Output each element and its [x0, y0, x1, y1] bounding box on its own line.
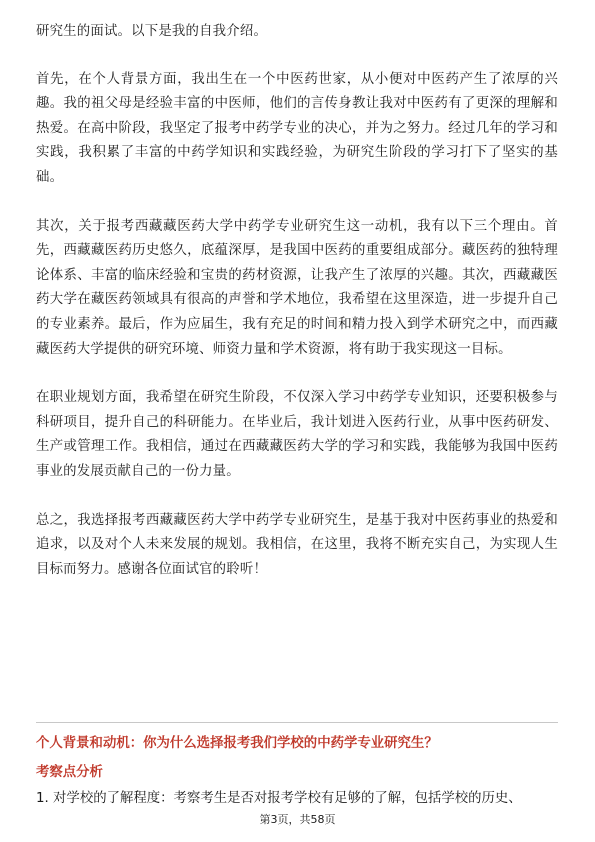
paragraph-intro-end: 研究生的面试。以下是我的自我介绍。: [36, 24, 268, 39]
section-divider: [36, 722, 558, 723]
paragraph-career-plan: 在职业规划方面，我希望在研究生阶段，不仅深入学习中药学专业知识，还要积极参与科研项目，提升自己的科研能力。在毕业后，我计划进入医药行业，从事中医药研发、生产或管理工作。我相信，通过在西藏藏医药大学的学习和实践，我能够为我国中医药事业的发展贡献自己的一份力量。: [36, 390, 558, 479]
page-footer: 第3页，共58页: [259, 813, 336, 826]
analysis-list-item: 1. 对学校的了解程度：考察考生是否对报考学校有足够的了解，包括学校的历史、: [36, 791, 522, 806]
analysis-heading: 考察点分析: [36, 765, 103, 780]
paragraph-background: 首先，在个人背景方面，我出生在一个中医药世家，从小便对中医药产生了浓厚的兴趣。我的祖父母是经验丰富的中医师，他们的言传身教让我对中医药有了更深的理解和热爱。在高中阶段，我坚定了报考中药学专业的决心，并为之努力。经过几年的学习和实践，我积累了丰富的中药学知识和实践经验，为研究生阶段的学习打下了坚实的基础。: [36, 71, 558, 185]
paragraph-motivation: 其次，关于报考西藏藏医药大学中药学专业研究生这一动机，我有以下三个理由。首先，西藏藏医药历史悠久，底蕴深厚，是我国中医药的重要组成部分。藏医药的独特理论体系、丰富的临床经验和宝贵的药材资源，让我产生了浓厚的兴趣。其次，西藏藏医药大学在藏医药领域具有很高的声誉和学术地位，我希望在这里深造，进一步提升自己的专业素养。最后，作为应届生，我有充足的时间和精力投入到学术研究之中，而西藏藏医药大学提供的研究环境、师资力量和学术资源，将有助于我实现这一目标。: [36, 218, 558, 357]
paragraph-conclusion: 总之，我选择报考西藏藏医药大学中药学专业研究生，是基于我对中医药事业的热爱和追求，以及对个人未来发展的规划。我相信，在这里，我将不断充实自己，为实现人生目标而努力。感谢各位面试官的聆听！: [36, 512, 558, 577]
answer-body: [36, 20, 558, 606]
question-heading: 个人背景和动机：你为什么选择报考我们学校的中药学专业研究生？: [36, 736, 438, 751]
